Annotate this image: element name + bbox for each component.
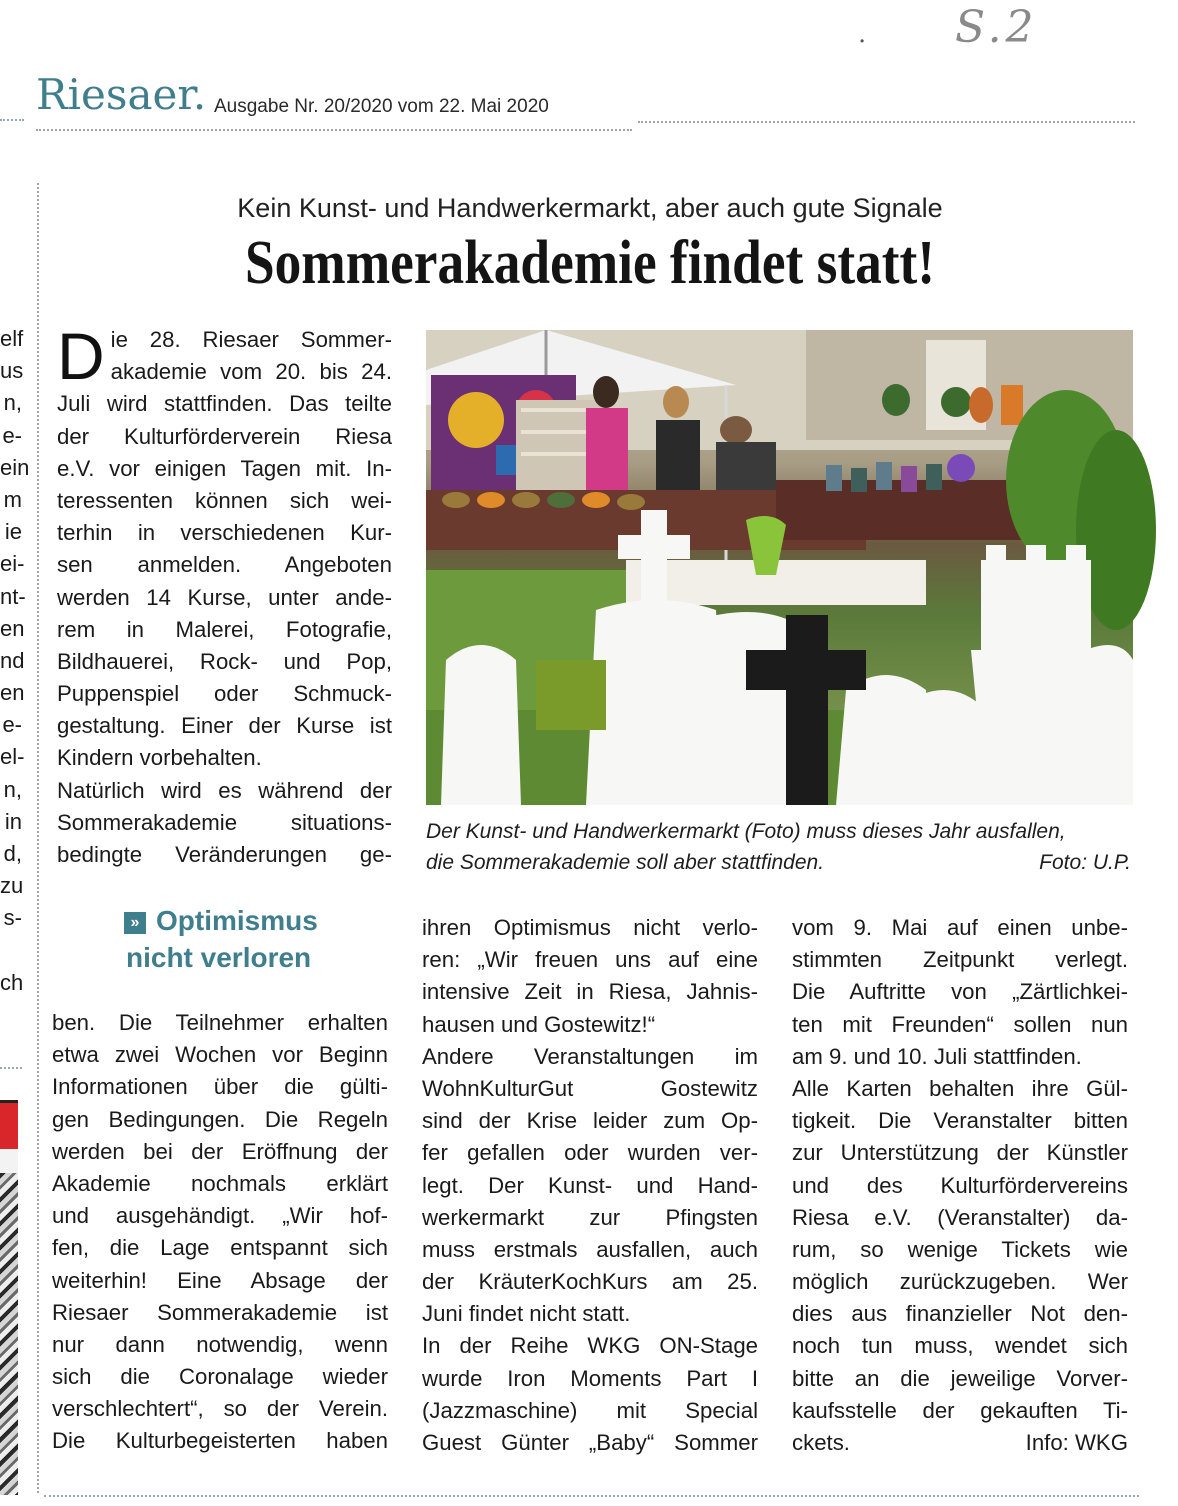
issue-line: Ausgabe Nr. 20/2020 vom 22. Mai 2020 [214, 96, 549, 117]
fragment-line: s- [3, 905, 22, 931]
column-2-line: ren: „Wir freuen uns auf eine [422, 947, 758, 973]
column-3 [792, 912, 1128, 1459]
column-2-line: der KräuterKochKurs am 25. [422, 1269, 758, 1295]
column-1-top-line: Sommerakademie situations- [57, 809, 392, 835]
masthead-rule-left [0, 119, 24, 121]
newspaper-logo: Riesaer. [36, 70, 207, 119]
column-2-line: Juni findet nicht statt. [422, 1301, 631, 1327]
column-3-line: ten mit Freunden“ sollen nun [792, 1011, 1128, 1037]
fragment-line [0, 935, 22, 967]
column-3-line: stimmten Zeitpunkt verlegt. [792, 947, 1128, 973]
fragment-line: n, [3, 390, 22, 416]
fragment-line: n, [3, 776, 22, 802]
column-3-line: zur Unterstützung der Künstler [792, 1140, 1128, 1166]
column-1-top-line: Juli wird stattfinden. Das teilte [57, 391, 392, 417]
fragment-line: nt- [0, 583, 26, 609]
page-number-note: S.2 [955, 2, 1038, 53]
column-2-line: ihren Optimismus nicht verlo- [422, 915, 758, 940]
column-2-line: In der Reihe WKG ON-Stage [422, 1333, 758, 1359]
column-1-bottom-line: sich die Coronalage wieder [52, 1364, 388, 1390]
column-1-bottom-line: etwa zwei Wochen vor Beginn [52, 1042, 388, 1068]
fragment-line: ie [4, 519, 22, 545]
fragment-line: elf [0, 326, 24, 351]
column-1-top-line: Kindern vorbehalten. [57, 745, 262, 771]
column-1-top-line: terhin in verschiedenen Kur- [57, 520, 392, 546]
column-2-line: legt. Der Kunst- und Hand- [422, 1172, 758, 1198]
subheading-line-2: nicht verloren [126, 942, 312, 973]
column-3-line: dies aus finanzieller Not den- [792, 1301, 1128, 1327]
column-1-bottom-line: weiterhin! Eine Absage der [52, 1267, 388, 1293]
column-3-line: am 9. und 10. Juli stattfinden. [792, 1043, 1082, 1069]
caption-line-1: Der Kunst- und Handwerkermarkt (Foto) muss dieses Jahr ausfallen, [426, 820, 1066, 843]
column-1-top-line: sen anmelden. Angeboten [57, 552, 392, 578]
column-1-top-line: Bildhauerei, Rock- und Pop, [57, 648, 392, 674]
left-fragment-image [0, 1100, 18, 1495]
column-1-top-line: werden 14 Kurse, unter ande- [57, 584, 392, 610]
column-3-line: kaufsstelle der gekauften Ti- [792, 1397, 1128, 1423]
column-2-line: Guest Günter „Baby“ Sommer [422, 1430, 758, 1455]
column-1-bottom-line: Riesaer Sommerakademie ist [52, 1299, 388, 1325]
column-3-line: Riesa e.V. (Veranstalter) da- [792, 1204, 1128, 1230]
column-1-top-line: bedingte Veränderungen ge- [57, 842, 392, 867]
fragment-line: ei- [0, 551, 25, 577]
column-2 [422, 912, 758, 1459]
column-3-line: und des Kulturfördervereins [792, 1172, 1128, 1198]
column-2-line: Andere Veranstaltungen im [422, 1043, 758, 1069]
column-2-line: fer gefallen oder wurden ver- [422, 1140, 758, 1166]
column-1-bottom-line: fen, die Lage entspannt sich [52, 1235, 388, 1261]
article-kicker: Kein Kunst- und Handwerkermarkt, aber auch gute Signale [237, 193, 943, 223]
masthead-rule-right [638, 121, 1135, 123]
column-3-line: Alle Karten behalten ihre Gül- [792, 1075, 1128, 1101]
ink-mark: • [860, 34, 865, 48]
fragment-line: m [3, 486, 22, 512]
column-1-bottom-line: gen Bedingungen. Die Regeln [52, 1106, 388, 1132]
fragment-line: nd [0, 647, 25, 673]
article-headline: Sommerakademie findet statt! [244, 229, 936, 297]
column-3-line: tigkeit. Die Veranstalter bitten [792, 1108, 1128, 1134]
column-1-bottom-line: ben. Die Teilnehmer erhalten [52, 1010, 388, 1035]
fragment-line: in [4, 808, 22, 834]
market-photo [426, 330, 1133, 805]
footer-rule [44, 1495, 1139, 1497]
column-2-line: sind der Krise leider zum Op- [422, 1108, 758, 1134]
column-1-top-line: Puppenspiel oder Schmuck- [57, 681, 392, 707]
column-1-bottom [52, 1007, 388, 1458]
caption-line-2: die Sommerakademie soll aber stattfinden. [426, 851, 825, 874]
info-credit: Info: WKG [1025, 1430, 1128, 1455]
column-1-bottom-line: werden bei der Eröffnung der [52, 1138, 388, 1164]
column-1-top-line: e.V. vor einigen Tagen mit. In- [57, 455, 392, 481]
column-1-top-line: ie 28. Riesaer Sommer- [110, 327, 392, 352]
subheading [124, 902, 318, 976]
photo-caption [426, 816, 1131, 878]
column-3-last-line: ckets. [792, 1430, 850, 1455]
fragment-line: el- [0, 744, 25, 770]
column-1-bottom-line: und ausgehändigt. „Wir hof- [52, 1203, 388, 1229]
column-2-line: wurde Iron Moments Part I [422, 1365, 758, 1391]
drop-cap: D [57, 319, 105, 393]
column-1-bottom-line: verschlechtert“, so der Verein. [52, 1396, 388, 1422]
column-3-line: vom 9. Mai auf einen unbe- [792, 915, 1128, 940]
market-photo-illustration [426, 330, 1133, 805]
subheading-line-1: Optimismus [156, 905, 318, 936]
column-1-top-line: Natürlich wird es während der [57, 777, 392, 803]
photo-credit: Foto: U.P. [1039, 851, 1131, 874]
column-3-line: Die Auftritte von „Zärtlichkei- [792, 979, 1128, 1005]
column-1-bottom-line: Informationen über die gülti- [52, 1074, 388, 1100]
column-3-line: noch tun muss, wendet sich [792, 1333, 1128, 1359]
column-1-top [57, 319, 392, 871]
fragment-line: e- [2, 712, 22, 738]
fragment-line: zu [0, 873, 24, 899]
column-1-bottom-line: Die Kulturbegeisterten haben [52, 1428, 388, 1454]
fragment-line: en [0, 615, 25, 641]
column-2-line: intensive Zeit in Riesa, Jahnis- [422, 979, 758, 1005]
column-1-top-line: akademie vom 20. bis 24. [110, 359, 392, 385]
column-1-top-line: teressenten können sich wei- [57, 487, 392, 513]
masthead-rule-mid [36, 129, 632, 131]
column-3-line: möglich zurückzugeben. Wer [792, 1269, 1128, 1295]
column-2-line: WohnKulturGut Gostewitz [422, 1075, 758, 1101]
fragment-line: ch [0, 969, 24, 995]
fragment-line: e- [2, 422, 22, 448]
column-2-line: hausen und Gostewitz!“ [422, 1011, 656, 1037]
column-2-line: (Jazzmaschine) mit Special [422, 1397, 758, 1423]
column-1-bottom-line: nur dann notwendig, wenn [52, 1331, 388, 1357]
chevron-right-icon: » [124, 912, 146, 934]
column-3-line: bitte an die jeweilige Vorver- [792, 1365, 1128, 1391]
fragment-line: ein [0, 454, 30, 480]
left-article-fragment [0, 323, 30, 999]
fragment-line: us [0, 358, 24, 384]
column-3-line: rum, so wenige Tickets wie [792, 1236, 1128, 1262]
left-fragment-rule [0, 1067, 22, 1069]
column-divider [37, 183, 39, 1493]
column-1-top-line: gestaltung. Einer der Kurse ist [57, 713, 392, 739]
fragment-line: en [0, 680, 25, 706]
fragment-line: d, [3, 841, 22, 866]
column-1-top-line: der Kulturförderverein Riesa [57, 423, 392, 449]
column-2-line: muss erstmals ausfallen, auch [422, 1236, 758, 1262]
column-2-line: werkermarkt zur Pfingsten [422, 1204, 758, 1230]
column-1-bottom-line: Akademie nochmals erklärt [52, 1170, 388, 1196]
column-1-top-line: rem in Malerei, Fotografie, [57, 616, 392, 642]
